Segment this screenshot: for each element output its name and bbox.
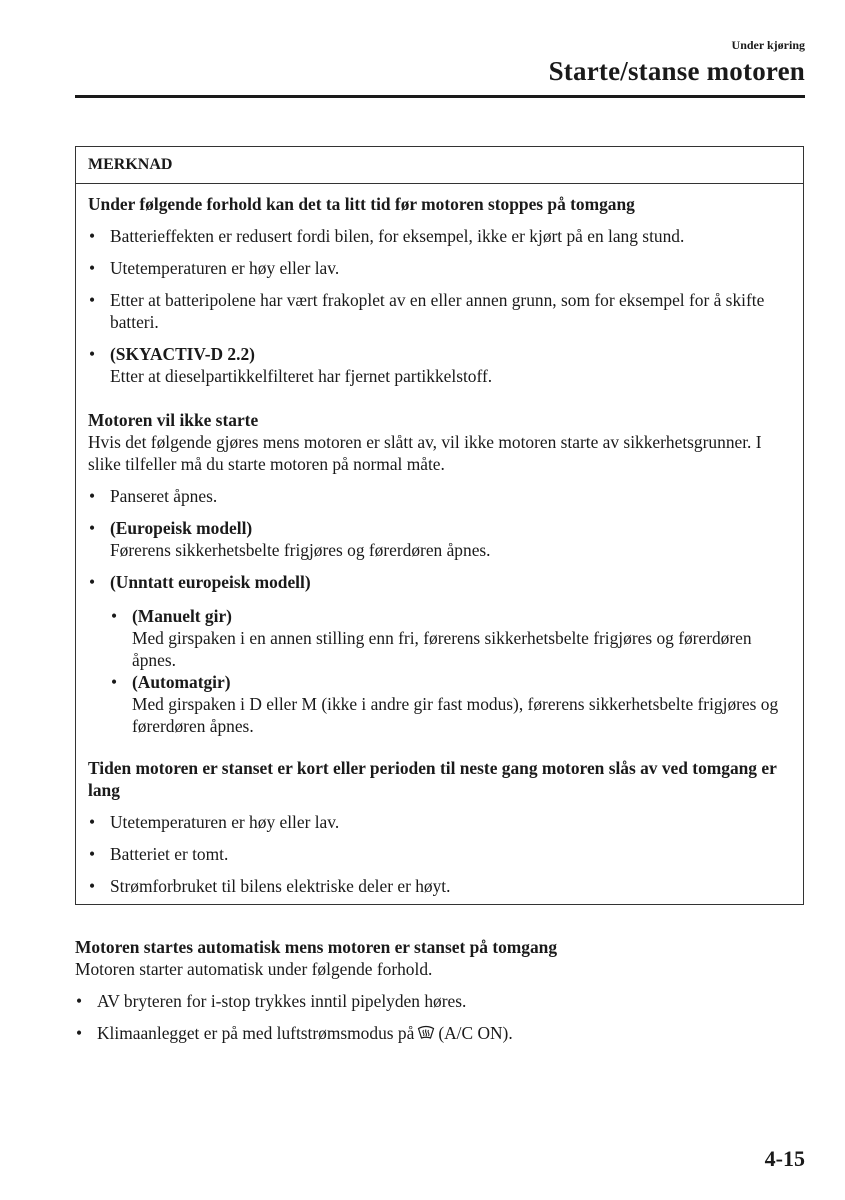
list-item: • Batterieffekten er redusert fordi bilen, for eksempel, ikke er kjørt på en lang stund. <box>88 225 791 247</box>
sub-list-item-text: Med girspaken i en annen stilling enn fri, førerens sikkerhetsbelte frigjøres og førerdøren åpnes. <box>132 628 752 670</box>
note-box <box>75 146 804 905</box>
list-item: • Utetemperaturen er høy eller lav. <box>88 811 791 833</box>
list-item: • Utetemperaturen er høy eller lav. <box>88 257 791 279</box>
windshield-defroster-icon <box>417 1024 435 1046</box>
list-item <box>88 517 791 561</box>
list-item <box>75 1022 804 1046</box>
list-item: • AV bryteren for i-stop trykkes inntil pipelyden høres. <box>75 990 804 1012</box>
list-item: • Etter at batteripolene har vært frakoplet av en eller annen grunn, som for eksempel for å skifte batteri. <box>88 289 791 333</box>
list-item: • Batteriet er tomt. <box>88 843 791 865</box>
page-title: Starte/stanse motoren <box>548 56 805 86</box>
list-engine-will-not-start <box>88 485 791 737</box>
list-item: • Panseret åpnes. <box>88 485 791 507</box>
sub-list-item-text: Med girspaken i D eller M (ikke i andre gir fast modus), førerens sikkerhetsbelte frigjøres og førerdøren åpnes. <box>132 694 779 736</box>
note-heading-idle-stop-delay: Under følgende forhold kan det ta litt tid før motoren stoppes på tomgang <box>88 194 635 214</box>
note-heading-stop-time-short: Tiden motoren er stanset er kort eller perioden til neste gang motoren slås av ved tomgang er lang <box>88 758 777 800</box>
list-item-label: • (Unntatt europeisk modell) <box>110 572 311 592</box>
auto-restart-section <box>75 936 804 1046</box>
list-item-label: • (SKYACTIV-D 2.2) <box>110 344 255 364</box>
note-label: MERKNAD <box>76 147 803 184</box>
list-auto-restart <box>75 990 804 1046</box>
list-stop-time-short <box>88 811 791 897</box>
sub-list-item-label: • (Manuelt gir) <box>132 606 232 626</box>
list-item-text-after: (A/C ON). <box>438 1023 513 1043</box>
list-item-text: Førerens sikkerhetsbelte frigjøres og førerdøren åpnes. <box>110 540 491 560</box>
section-label: Under kjøring <box>731 38 805 52</box>
sub-list-item <box>110 671 791 737</box>
note-paragraph: Hvis det følgende gjøres mens motoren er slått av, vil ikke motoren starte av sikkerhetsgrunner. I slike tilfeller må du starte motoren på normal måte. <box>88 432 762 474</box>
section-heading: Motoren startes automatisk mens motoren er stanset på tomgang <box>75 937 558 957</box>
list-item-text: Etter at dieselpartikkelfilteret har fjernet partikkelstoff. <box>110 366 493 386</box>
list-item-text: Klimaanlegget er på med luftstrømsmodus på <box>97 1023 415 1043</box>
list-item-label: • (Europeisk modell) <box>110 518 253 538</box>
list-item: • Strømforbruket til bilens elektriske deler er høyt. <box>88 875 791 897</box>
list-idle-stop-delay <box>88 225 791 387</box>
list-item <box>88 571 791 737</box>
section-intro: Motoren starter automatisk under følgende forhold. <box>75 959 433 979</box>
note-body <box>76 184 803 904</box>
list-item <box>88 343 791 387</box>
title-rule <box>75 95 805 98</box>
note-heading-engine-will-not-start: Motoren vil ikke starte <box>88 410 259 430</box>
page-number: 4-15 <box>764 1146 805 1171</box>
sub-list-item <box>110 605 791 671</box>
sub-list <box>110 605 791 737</box>
sub-list-item-label: • (Automatgir) <box>132 672 231 692</box>
